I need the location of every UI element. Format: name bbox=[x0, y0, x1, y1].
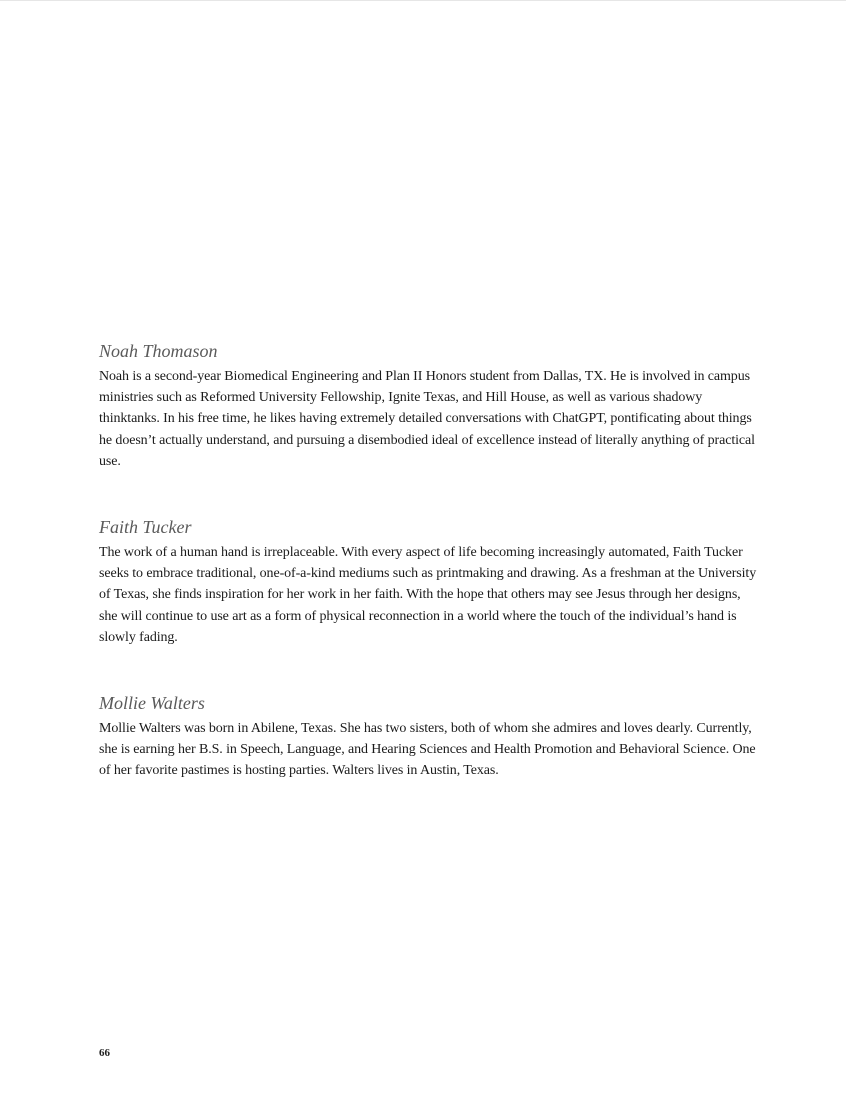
bio-name: Faith Tucker bbox=[99, 517, 192, 538]
bio-name: Mollie Walters bbox=[99, 693, 205, 714]
bio-mollie-walters bbox=[99, 692, 759, 782]
bio-noah-thomason bbox=[99, 340, 759, 472]
bio-name: Noah Thomason bbox=[99, 341, 218, 361]
page-number: 66 bbox=[99, 1047, 110, 1059]
bio-text: Noah is a second-year Biomedical Engineering and Plan II Honors student from Dallas, TX. He is involved in campus ministries such as Reformed University Fellowship, Ignite Texas, and Hill House, as well as various shadowy thinktanks. In his free time, he likes having extremely detailed conversations with ChatGPT, pontificating about things he doesn’t actually understand, and pursuing a disembodied ideal of excellence instead of literally anything of practical use. bbox=[99, 369, 755, 469]
contributor-bios bbox=[99, 340, 759, 826]
bio-faith-tucker bbox=[99, 516, 759, 648]
bio-text: The work of a human hand is irreplaceable. With every aspect of life becoming increasingly automated, Faith Tucker seeks to embrace traditional, one-of-a-kind mediums such as printmaking and drawing. As a freshman at the University of Texas, she finds inspiration for her work in her faith. With the hope that others may see Jesus through her designs, she will continue to use art as a form of physical reconnection in a world where the touch of the individual’s hand is slowly fading. bbox=[99, 545, 757, 645]
page-top-edge bbox=[0, 0, 846, 1]
bio-text: Mollie Walters was born in Abilene, Texas. She has two sisters, both of whom she admires and loves dearly. Currently, she is earning her B.S. in Speech, Language, and Hearing Sciences and Health Promotion and Behavioral Science. One of her favorite pastimes is hosting parties. Walters lives in Austin, Texas. bbox=[99, 721, 756, 779]
